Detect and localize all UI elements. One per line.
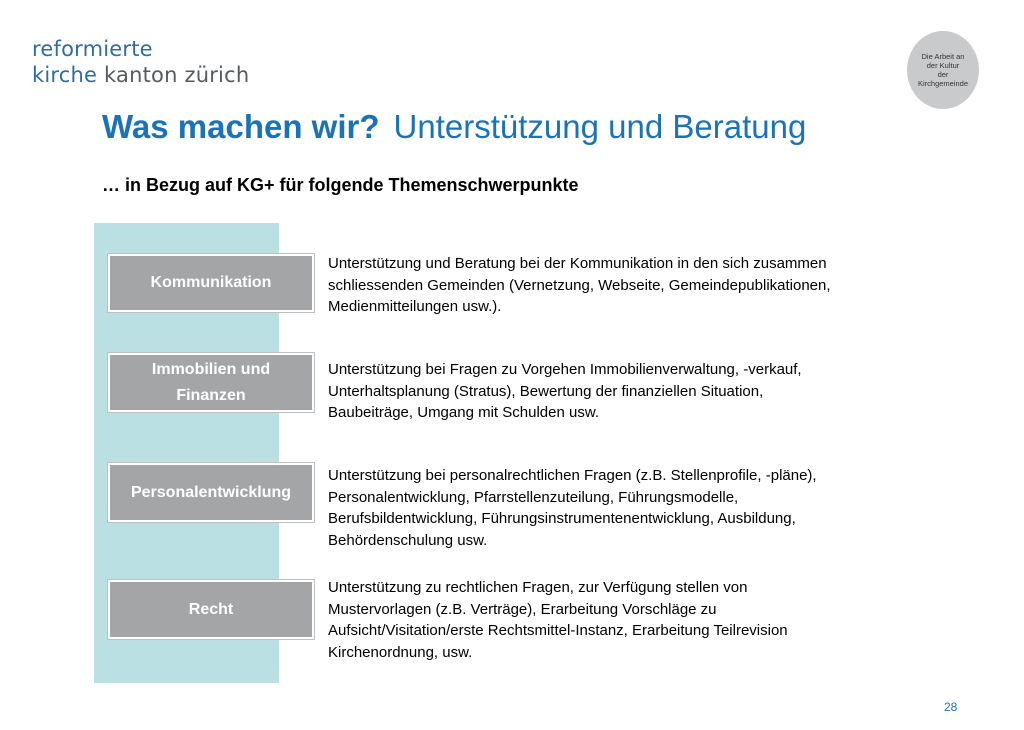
description-line: Mustervorlagen (z.B. Verträge), Erarbeitung Vorschläge zu <box>328 600 717 618</box>
topic-label-text: Finanzen <box>176 386 246 404</box>
slide-subtitle: … in Bezug auf KG+ für folgende Themenschwerpunkte <box>102 175 579 195</box>
logo-word-kirche: kirche <box>32 63 98 87</box>
topic-description-immobilien <box>328 359 948 424</box>
topic-label-text: Immobilien und <box>151 360 271 378</box>
badge-line-3: der <box>937 70 949 79</box>
topic-label-immobilien <box>108 353 314 412</box>
title-question: Was machen wir? <box>102 108 380 145</box>
description-line: Unterstützung bei Fragen zu Vorgehen Immobilienverwaltung, -verkauf, <box>328 361 802 378</box>
logo-word-kanton: kanton zürich <box>104 63 250 87</box>
section-badge <box>907 31 979 109</box>
description-line: Baubeiträge, Umgang mit Schulden usw. <box>328 404 599 421</box>
topic-description-recht <box>328 577 948 663</box>
description-line: Unterhaltsplanung (Stratus), Bewertung der finanziellen Situation, <box>328 382 764 400</box>
description-line: Berufsbildentwicklung, Führungsinstrumentenentwicklung, Ausbildung, <box>328 510 796 527</box>
topic-label-text: Kommunikation <box>150 274 272 291</box>
description-line: Kirchenordnung, usw. <box>328 643 473 661</box>
topic-description-personalentwicklung <box>328 465 948 551</box>
description-line: Aufsicht/Visitation/erste Rechtsmittel-Instanz, Erarbeitung Teilrevision <box>328 622 788 639</box>
logo-line-1: reformierte <box>32 37 153 61</box>
logo-line-2 <box>32 62 249 88</box>
badge-line-2: der Kultur <box>926 61 960 70</box>
badge-line-1: Die Arbeit an <box>921 52 965 61</box>
description-line: Unterstützung zu rechtlichen Fragen, zur Verfügung stellen von <box>328 579 748 596</box>
description-line: Unterstützung bei personalrechtlichen Fragen (z.B. Stellenprofile, -pläne), <box>328 467 817 484</box>
topic-label-kommunikation <box>108 254 314 312</box>
description-line: Medienmitteilungen usw.). <box>328 298 502 315</box>
organization-logo <box>32 36 249 88</box>
description-line: Behördenschulung usw. <box>328 531 488 549</box>
topic-label-recht <box>108 580 314 639</box>
description-line: Personalentwicklung, Pfarrstellenzuteilung, Führungsmodelle, <box>328 488 739 506</box>
topic-label-personalentwicklung <box>108 463 314 522</box>
slide-title <box>102 108 806 146</box>
page-number: 28 <box>944 700 958 714</box>
description-line: Unterstützung und Beratung bei der Kommunikation in den sich zusammen <box>328 255 827 272</box>
topic-label-text: Personalentwicklung <box>130 483 292 501</box>
badge-line-4: Kirchgemeinde <box>917 79 969 88</box>
topic-label-text: Recht <box>188 600 234 618</box>
description-line: schliessenden Gemeinden (Vernetzung, Webseite, Gemeindepublikationen, <box>328 276 831 294</box>
topic-description-kommunikation <box>328 253 948 318</box>
title-topic: Unterstützung und Beratung <box>393 108 807 145</box>
